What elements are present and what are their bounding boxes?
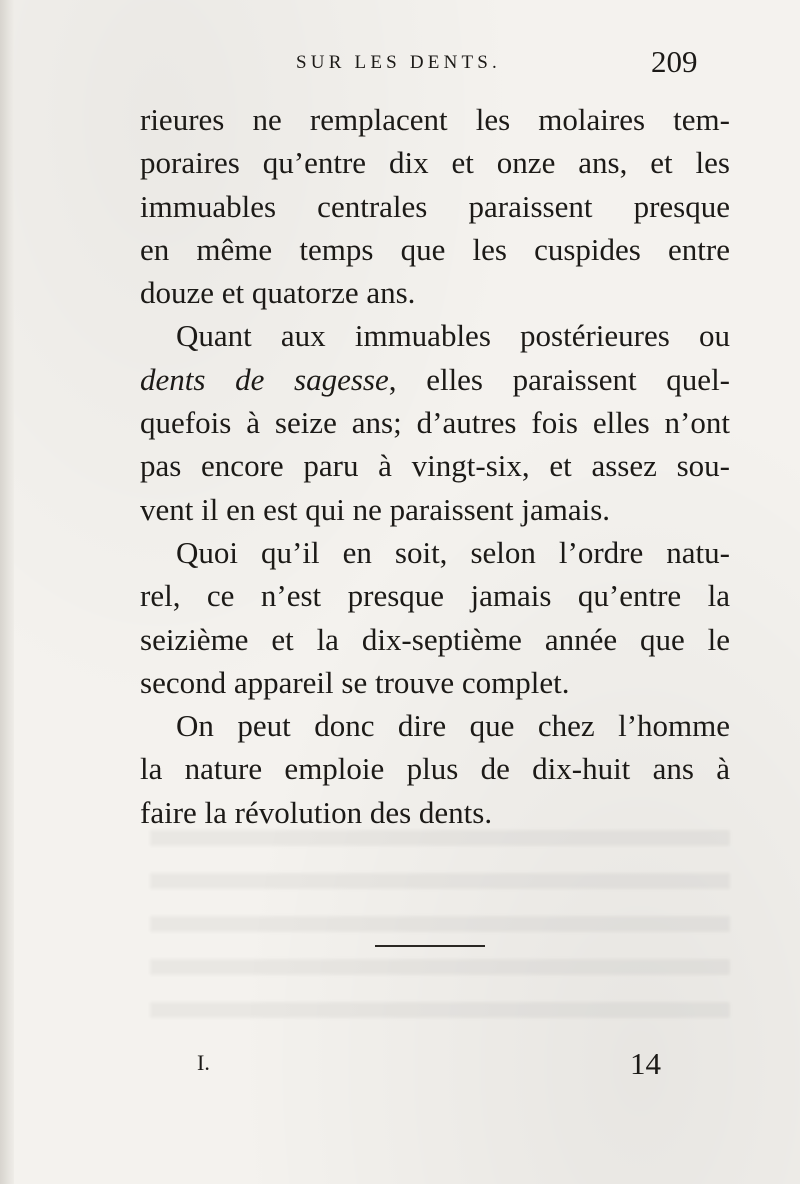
text-line: rieures ne remplacent les molaires tem- — [140, 102, 730, 137]
text-line: poraires qu’entre dix et onze ans, et les — [140, 145, 730, 181]
text-line: pas encore paru à vingt-six, et assez sou- — [140, 448, 730, 484]
text-line: On peut donc dire que chez l’homme — [176, 708, 730, 744]
text-line: second appareil se trouve complet. — [140, 664, 570, 700]
text-line: quefois à seize ans; d’autres fois elles n’ont — [140, 405, 730, 441]
body-text — [140, 98, 730, 834]
text-line: seizième et la dix-septième année que le — [140, 621, 730, 657]
text-line — [140, 358, 730, 401]
folio-number: 14 — [630, 1046, 661, 1081]
bleed-through-shadow — [150, 830, 730, 1040]
text-line: en même temps que les cuspides entre — [140, 231, 730, 267]
text-line: la nature emploie plus de dix-huit ans à — [140, 751, 730, 787]
signature-mark: I. — [197, 1050, 210, 1075]
running-head: SUR LES DENTS. — [296, 52, 502, 73]
page-left-edge — [0, 0, 14, 1184]
page-number: 209 — [651, 44, 698, 79]
text-line: faire la révolution des dents. — [140, 794, 493, 830]
text-line: Quant aux immuables postérieures ou — [176, 318, 730, 354]
italic-term: dents de sagesse — [140, 361, 389, 397]
section-rule — [375, 945, 485, 947]
text-line: immuables centrales paraissent presque — [140, 188, 730, 224]
text-line: douze et quatorze ans. — [140, 275, 416, 311]
text-fragment: , elles paraissent quel- — [388, 361, 730, 397]
text-line: vent il en est qui ne paraissent jamais. — [140, 491, 611, 527]
text-line: rel, ce n’est presque jamais qu’entre la — [140, 578, 730, 614]
text-line: Quoi qu’il en soit, selon l’ordre natu- — [176, 534, 730, 570]
